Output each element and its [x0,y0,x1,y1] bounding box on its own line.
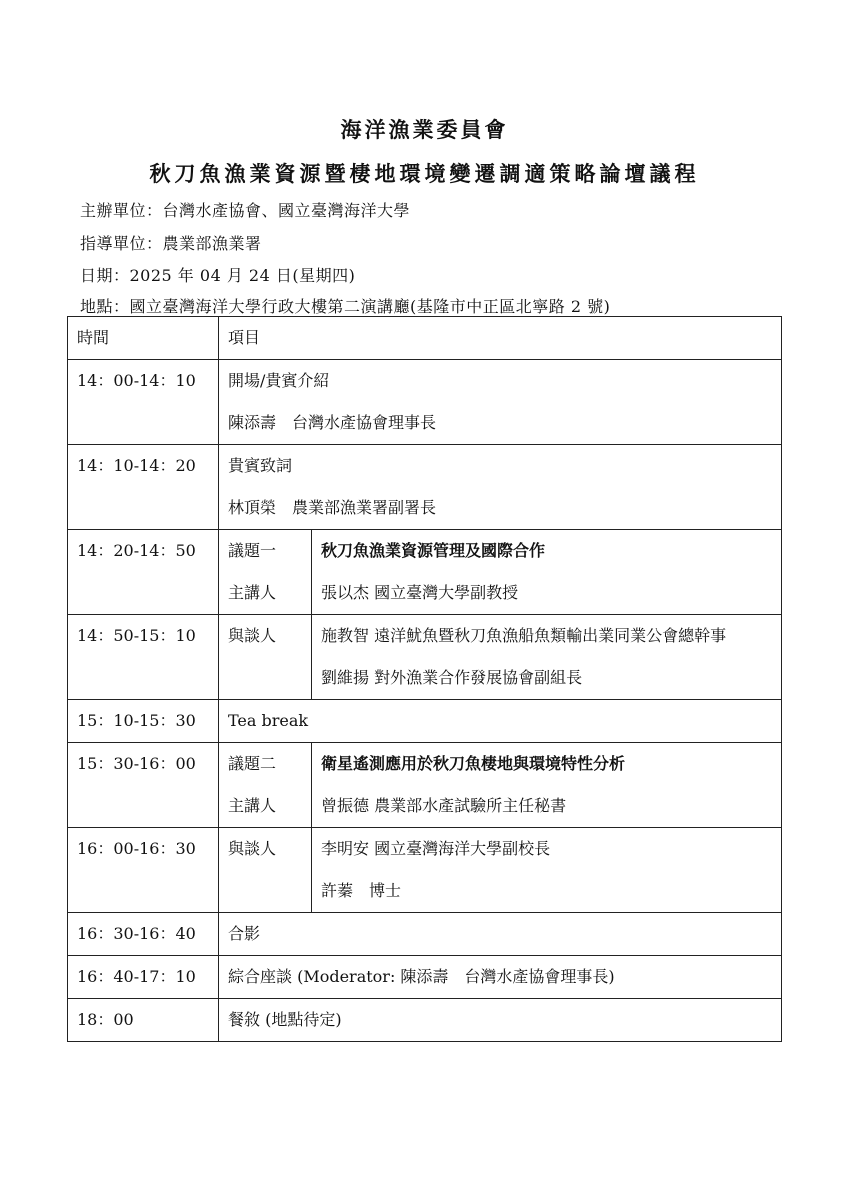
table-row [68,530,782,615]
row-time: 15：10-15：30 [77,711,196,730]
table-row [68,445,782,530]
topic-label: 議題一 [228,541,277,560]
panelist-label: 與談人 [228,626,277,645]
panelist-name: 許蓁 博士 [321,881,402,900]
row-time: 16：40-17：10 [77,967,196,986]
supervisor-line: 指導單位：農業部漁業署 [80,234,262,253]
topic-title: 秋刀魚漁業資源管理及國際合作 [321,541,546,560]
venue-line: 地點：國立臺灣海洋大學行政大樓第二演講廳(基隆市中正區北寧路 2 號) [80,297,611,316]
speaker-label: 主講人 [228,796,277,815]
organizer-line: 主辦單位：台灣水產協會、國立臺灣海洋大學 [80,201,411,220]
row-item: 貴賓致詞 [228,456,293,475]
agenda-table [67,316,782,1042]
row-item: 綜合座談 (Moderator: 陳添壽 台灣水產協會理事長) [228,967,615,986]
date-line: 日期：2025 年 04 月 24 日(星期四) [80,266,356,285]
row-time: 16：00-16：30 [77,839,196,858]
row-time: 14：00-14：10 [77,371,196,390]
header-item: 項目 [228,328,261,347]
document-subtitle: 秋刀魚漁業資源暨棲地環境變遷調適策略論壇議程 [149,161,700,186]
row-item: 開場/貴賓介紹 [228,371,330,390]
table-row [68,956,782,999]
speaker-label: 主講人 [228,583,277,602]
table-row [68,828,782,913]
table-row [68,743,782,828]
row-item: 餐敘 (地點待定) [228,1010,342,1029]
panelist-label: 與談人 [228,839,277,858]
panelist-name: 李明安 國立臺灣海洋大學副校長 [321,839,551,858]
table-row [68,615,782,700]
table-row [68,700,782,743]
row-item: Tea break [228,711,309,730]
row-time: 14：10-14：20 [77,456,196,475]
row-time: 18：00 [77,1010,134,1029]
panelist-name: 劉維揚 對外漁業合作發展協會副組長 [321,668,583,687]
header-time: 時間 [77,328,110,347]
panelist-name: 施教智 遠洋魷魚暨秋刀魚漁船魚類輸出業同業公會總幹事 [321,626,727,645]
topic-label: 議題二 [228,754,277,773]
topic-title: 衛星遙測應用於秋刀魚棲地與環境特性分析 [321,754,626,773]
speaker-name: 曾振德 農業部水產試驗所主任秘書 [321,796,567,815]
row-person: 林頂榮 農業部漁業署副署長 [228,498,437,517]
table-header-row [68,317,782,360]
document-title: 海洋漁業委員會 [340,117,509,142]
row-item: 合影 [228,924,261,943]
row-time: 14：20-14：50 [77,541,196,560]
table-row [68,360,782,445]
row-time: 14：50-15：10 [77,626,196,645]
table-row [68,913,782,956]
table-row [68,999,782,1042]
row-time: 15：30-16：00 [77,754,196,773]
speaker-name: 張以杰 國立臺灣大學副教授 [321,583,519,602]
row-person: 陳添壽 台灣水產協會理事長 [228,413,437,432]
row-time: 16：30-16：40 [77,924,196,943]
